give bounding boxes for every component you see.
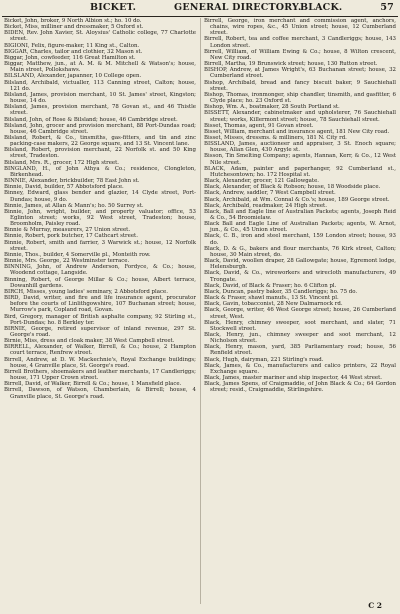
directory-entry: BIRCH, Misses, young ladies' seminary, 2 Abbotsford place.: [4, 288, 168, 295]
directory-entry: Black, David, & Co., wireworkers and wirecloth manufacturers, 49 Trongate.: [204, 270, 396, 283]
directory-entry: Binnie, David, builder, 57 Abbotsford place.: [4, 184, 124, 191]
directory-entry: Bilsland, Mrs. R., grocer, 172 High street.: [4, 159, 120, 166]
directory-entry: Binnie, James, at Allan & Mann's; ho. 50 Surrey st.: [4, 202, 144, 209]
directory-entry: Black, Hugh, dairyman, 221 Stirling's road.: [204, 356, 324, 363]
directory-entry: Bicket, Miss, milliner and dressmaker, 5 Oxford st.: [4, 24, 144, 31]
directory-entry: Black, Gavin, tobacconist, 28 New Dalmarnock rd.: [204, 301, 343, 308]
directory-entry: Black Ball and Eagle Line of Australian Packets; agents, W. Arnot, jun., & Co., 45 Union street.: [204, 221, 396, 234]
directory-entry: Biggar, John, cowfeeder, 116 Great Hamilton st.: [4, 54, 136, 61]
directory-entry: Black, James, & Co., manufacturers and calico printers, 22 Royal Exchange square.: [204, 362, 396, 375]
header-first-name: BICKET.: [90, 2, 137, 13]
directory-entry: BINNING, John, of Andrew Anderson, Fordyce, & Co.; house, Woodend cottage, Langside.: [4, 264, 196, 277]
directory-entry: Binnie, John, wright, builder, and property valuator; office, 53 Eglinton street; works, 92 West street, Tradeston; house, Broomholm, Paisley road.: [4, 208, 196, 228]
directory-entry: BIRD, David, writer, and fire and life insurance agent, procurator before the courts of Linlithgowshire, 107 Buchanan street; house, Murrow's park, Copland road, Govan.: [4, 295, 196, 314]
directory-entry: Black, Ball and Eagle line of Australian Packets; agents, Joseph Reid & Co., 54 Broomielaw.: [204, 208, 396, 221]
directory-entry: Bilsland, James, provision merchant, 10 St. James' street, Kingston; house, 14 do.: [4, 91, 196, 105]
directory-entry: Birrell, William, of William Ewing & Co.; house, 8 Wilton crescent, New City road.: [204, 48, 396, 61]
directory-entry: Binnie, Robert, pork butcher, 17 Cathcart street.: [4, 233, 138, 240]
directory-entry: Birrell, George, iron merchant and commission agent, anchors, chains, wire ropes, &c., 45 Union street; house, 12 Cumberland street.: [204, 18, 396, 37]
directory-entry: Bilsland, John, of Rose & Bilsland; house, 46 Cambridge street.: [4, 116, 178, 123]
directory-entry: Birrell, David, of Walker, Birrell & Co.; house, 1 Mansfield place.: [4, 381, 182, 388]
directory-entry: Binnie, Robert, smith and farrier, 3 Warwick st.; house, 12 Norfolk street.: [4, 239, 196, 252]
directory-entry: Black, Duncan, pastry baker, 35 Candleriggs; ho. 75 do.: [204, 288, 358, 295]
directory-entry: Bisset, Thomas, agent, 91 Govan street.: [204, 122, 314, 129]
directory-entry: Black, James, master mariner and ship inspector, 44 West street.: [204, 375, 383, 382]
directory-entry: Black, David, woollen draper, 28 Gallowgate; house, Egremont lodge, Helensburgh.: [204, 258, 396, 271]
directory-entry: BIRRELL, Alexander, of Walker, Birrell, & Co.; house, 2 Hampton court terrace, Renfrew street.: [4, 344, 196, 357]
directory-entry: Bisson, Tin Smelting Company; agents, Hannan, Kerr, & Co., 12 West Nile street.: [204, 153, 396, 166]
directory-entry: Bishop, Archibald, bread and fancy biscuit baker, 9 Sauchiehall street.: [204, 79, 396, 92]
right-column: [204, 18, 396, 394]
directory-entry: Bishop, Thomas, ironmonger, ship chandler, tinsmith, and gasfitter, 6 Clyde place; ho. 23 Oxford st.: [204, 91, 396, 105]
directory-entry: Black, Archibald, at Wm. Connal & Co.'s; house, 189 George street.: [204, 196, 390, 203]
header-rule: [2, 16, 398, 17]
directory-entry: Bicket, John, broker, 9 North Albion st.; ho. 10 do.: [4, 18, 142, 24]
directory-entry: Bilsland, Robert, & Co., tinsmiths, gas-fitters, and tin and zinc packing-case makers, 22 George square, and 13 St. Vincent lane.: [4, 134, 196, 148]
directory-entry: Black, Alexander, grocer, 121 Gallowgate.: [204, 178, 319, 185]
directory-entry: Bilsland, James, provision merchant, 78 Govan st., and 46 Thistle street.: [4, 104, 196, 117]
directory-entry: BINNIE, Alexander, brickbuilder, 78 East John st.: [4, 178, 140, 185]
directory-entry: Black, Archibald, readmaker, 24 High street.: [204, 202, 327, 209]
directory-entry: Black, David, of Black & Fraser; ho. 6 Clifton pl.: [204, 282, 337, 289]
directory-entry: Binnie & Murray, measurers, 27 Union street.: [4, 227, 131, 234]
page-number: 57: [380, 2, 394, 13]
directory-entry: Birnie, Miss, dress and cloak maker, 38 West Campbell street.: [4, 338, 175, 345]
directory-entry: Binning, Robert, of George Millar & Co.; house, Albert terrace, Dowanhill gardens.: [4, 276, 196, 289]
directory-entry: BILSLAND, Alexander, japanner, 10 College open.: [4, 73, 142, 80]
header-last-name: BLACK.: [300, 2, 343, 13]
directory-entry: Black, D. & G., bakers and flour merchants, 76 Kirk street, Calton; house, 30 Main street, do.: [204, 245, 396, 258]
directory-entry: BINGLAND, H., of John Athya & Co.; residence, Clongleton, Birkenhead.: [4, 165, 196, 178]
directory-entry: BIGGAR, Charles, tailor and clothier, 32 Mason st.: [4, 48, 143, 55]
directory-entry: BIRNIE, George, retired supervisor of inland revenue, 297 St. George's road.: [4, 325, 196, 338]
directory-entry: Bishop, Wm. A., boatmaker, 28 South Portland st.: [204, 104, 340, 111]
directory-entry: Black, Alexander, of Black & Robson; house, 18 Woodside place.: [204, 184, 381, 191]
directory-entry: BLACK, Adam, painter and paperhanger, 92 Cumberland st., Hutchesontown; ho. 172 Hospital st.: [204, 165, 396, 178]
header-title: GENERAL DIRECTORY.: [174, 2, 302, 13]
directory-entry: BIGIONI, Felix, figure-maker, 11 King st., Calton.: [4, 42, 140, 49]
directory-entry: Binnie, Thos., builder, 4 Somerville pl., Monteith row.: [4, 251, 151, 258]
directory-entry: Bisset, Misses, dressms. & milliners, 181 N. City rd.: [204, 134, 347, 141]
page-header: [0, 2, 400, 16]
left-column: [4, 18, 196, 400]
directory-entry: Binnie, Mrs. George, 22 Westminster terrace.: [4, 258, 130, 265]
directory-entry: Birrell, Dawson, of Watson, Chamberlain, & Birrell; house, 4 Granville place, St. George's road.: [4, 387, 196, 400]
directory-entry: Birrell Brothers, shoemakers and leather merchants, 17 Candleriggs; house, 171 Upper Crown street.: [4, 368, 196, 382]
directory-entry: BISSLAND, James, auctioneer and appraiser, 3 St. Enoch square; house, Allan Glen, 430 Argyle st.: [204, 141, 396, 154]
directory-entry: Black, George, writer, 46 West George street; house, 26 Cumberland street, West.: [204, 307, 396, 320]
directory-entry: BISHOP, Andrew, at James Wright's, 63 Buchanan street; house, 32 Cumberland street.: [204, 67, 396, 80]
directory-entry: BIDEN, Rev. John Xavier, St. Aloysius' Catholic college, 77 Charlotte street.: [4, 30, 196, 43]
directory-entry: Bilsland, Robert, provision merchant, 22 Norfolk st. and 50 King street, Tradeston.: [4, 147, 196, 160]
directory-entry: Bilsland, John, grocer and provision merchant, 88 Port-Dundas road; house, 46 Cambridge street.: [4, 122, 196, 135]
directory-entry: Bilsland, Archibald, victualler, 113 Canning street, Calton; house, 121 do.: [4, 79, 196, 92]
directory-entry: Birrell, Andrew, at D. W. Mackechnie's, Royal Exchange buildings; house, 4 Granville place, St. George's road.: [4, 356, 196, 369]
directory-entry: Black & Fraser, shawl manufs., 13 St. Vincent pl.: [204, 295, 339, 302]
directory-entry: Black, Andrew, saddler, 7 West Campbell street.: [204, 190, 336, 197]
directory-entry: Black, Henry, mason, yard, 385 Parliamentary road; house, 56 Renfield street.: [204, 344, 396, 357]
directory-entry: Black, Henry, jun., chimney sweeper and soot merchant, 12 Nicholson street.: [204, 331, 396, 345]
directory-entry: Biggar, Matthew, jun., at A. M. & M. Mitchell & Watson's; house, Main street, Pollokshaws.: [4, 61, 196, 74]
directory-entry: Black, C. B., iron and steel merchant, 159 London street; house, 93 do.: [204, 233, 396, 246]
column-divider: [200, 18, 201, 604]
directory-entry: BISSETT, Alexander, cabinetmaker and upholsterer, 76 Sauchiehall street; works, Killermont street; house, 78 Sauchiehall street.: [204, 110, 396, 123]
directory-entry: Birrell, Martha, 19 Brunswick street; house, 130 Rutton street.: [204, 61, 378, 68]
directory-entry: Birrell, Robert, tea and coffee merchant, 3 Candleriggs; house, 143 London street.: [204, 36, 396, 49]
signature-mark: C 2: [368, 601, 382, 610]
directory-entry: Black, James Spens, of Craigmaddie, of John Black & Co.; 64 Gordon street; resid., Craigmaddie, Stirlingshire.: [204, 381, 396, 394]
directory-entry: Binney, Edward, glass bender and glazier, 14 Clyde street, Port-Dundas; house, 9 do.: [4, 190, 196, 203]
directory-entry: Bird, Gregory, manager of British asphalte company, 92 Stirling st., Port-Dundas; ho. 8 Berkley ter.: [4, 313, 196, 326]
directory-entry: Bisset, William, merchant and insurance agent, 181 New City road.: [204, 128, 390, 135]
directory-entry: Black, Henry, chimney sweeper, soot merchant, and slater, 71 Stockwell street.: [204, 319, 396, 332]
